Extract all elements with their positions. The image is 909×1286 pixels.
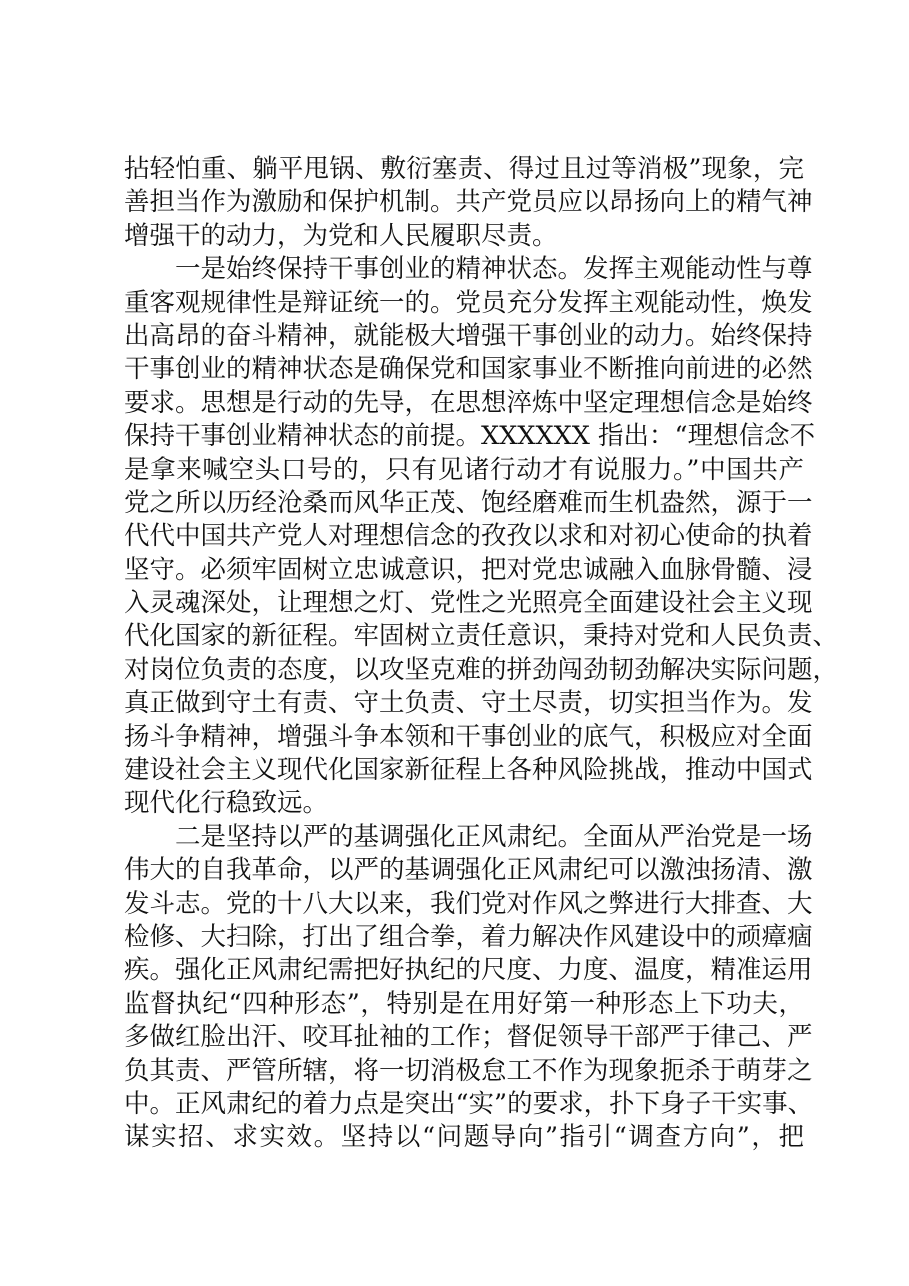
body-line: 保持干事创业精神状态的前提。XXXXXX 指出：“理想信念不 [124,421,816,452]
body-line: 扬斗争精神，增强斗争本领和干事创业的底气，积极应对全面 [124,721,813,752]
body-line: 善担当作为激励和保护机制。共产党员应以昂扬向上的精气神 [124,187,813,218]
body-line: 伟大的自我革命，以严的基调强化正风肃纪可以激浊扬清、激 [124,855,813,886]
body-line: 中。正风肃纪的着力点是突出“实”的要求，扑下身子干实事、 [124,1088,814,1119]
body-line: 负其责、严管所辖，将一切消极怠工不作为现象扼杀于萌芽之 [124,1055,813,1086]
body-line: 二是坚持以严的基调强化正风肃纪。全面从严治党是一场 [175,821,813,852]
body-line: 坚守。必须牢固树立忠诚意识，把对党忠诚融入血脉骨髓、浸 [124,554,813,585]
body-line: 多做红脸出汗、咬耳扯袖的工作；督促领导干部严于律己、严 [124,1022,813,1053]
body-line: 代代中国共产党人对理想信念的孜孜以求和对初心使命的执着 [124,521,813,552]
body-line: 一是始终保持干事创业的精神状态。发挥主观能动性与尊 [175,254,813,285]
body-line: 入灵魂深处，让理想之灯、党性之光照亮全面建设社会主义现 [124,588,813,619]
document-body [124,153,839,1155]
body-line: 发斗志。党的十八大以来，我们党对作风之弊进行大排查、大 [124,888,813,919]
body-line: 是拿来喊空头口号的，只有见诸行动才有说服力。”中国共产 [124,454,804,485]
body-line: 出高昂的奋斗精神，就能极大增强干事创业的动力。始终保持 [124,320,813,351]
body-line: 建设社会主义现代化国家新征程上各种风险挑战，推动中国式 [124,755,813,786]
body-line: 重客观规律性是辩证统一的。党员充分发挥主观能动性，焕发 [124,287,813,318]
body-line: 对岗位负责的态度，以攻坚克难的拼劲闯劲韧劲解决实际问题， [124,654,839,685]
body-line: 干事创业的精神状态是确保党和国家事业不断推向前进的必然 [124,354,813,385]
body-line: 真正做到守土有责、守土负责、守土尽责，切实担当作为。发 [124,688,813,719]
body-line: 检修、大扫除，打出了组合拳，着力解决作风建设中的顽瘴痼 [124,921,813,952]
body-line: 监督执纪“四种形态”，特别是在用好第一种形态上下功夫， [124,988,804,1019]
body-line: 拈轻怕重、躺平甩锅、敷衍塞责、得过且过等消极”现象，完 [124,154,804,184]
body-line: 增强干的动力，为党和人民履职尽责。 [124,220,558,251]
body-line: 疾。强化正风肃纪需把好执纪的尺度、力度、温度，精准运用 [124,955,813,986]
body-line: 代化国家的新征程。牢固树立责任意识，秉持对党和人民负责、 [124,621,839,652]
body-line: 要求。思想是行动的先导，在思想淬炼中坚定理想信念是始终 [124,387,813,418]
body-line: 党之所以历经沧桑而风华正茂、饱经磨难而生机盎然，源于一 [124,487,813,518]
body-line: 现代化行稳致远。 [124,788,329,819]
body-line: 谋实招、求实效。坚持以“问题导向”指引“调查方向”，把 [124,1122,804,1153]
